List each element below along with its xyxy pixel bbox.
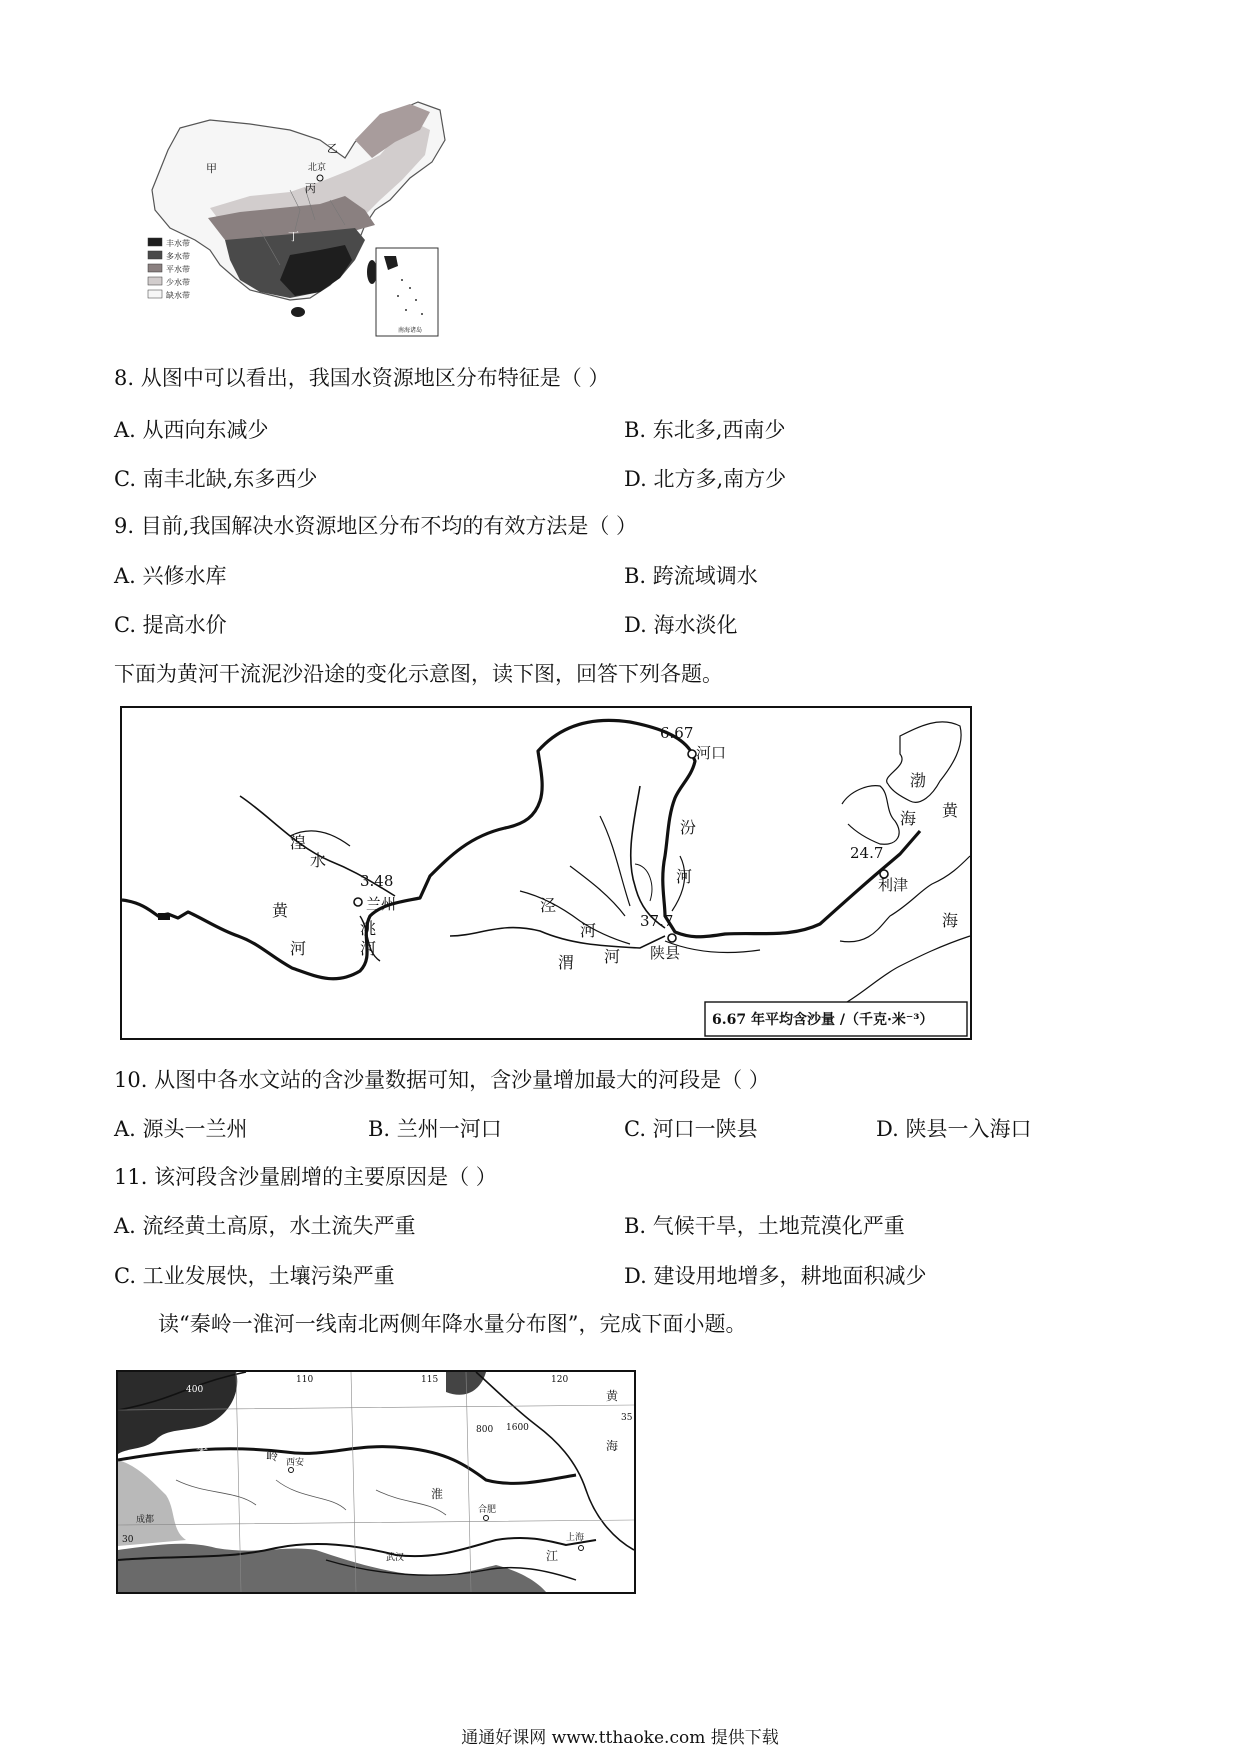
lat-tick-30: 30	[122, 1535, 134, 1545]
hainan-island	[291, 307, 305, 317]
lon-tick-115: 115	[421, 1375, 439, 1385]
q11-option-a: A. 流经黄土高原，水土流失严重	[114, 1214, 416, 1238]
map3-label-huang: 黄	[606, 1389, 619, 1403]
source-lake	[158, 913, 170, 920]
label-yi: 乙	[327, 142, 338, 155]
label-fen-he-1: 汾	[680, 818, 697, 837]
lon-tick-120: 120	[551, 1375, 569, 1385]
legend-label-2: 平水带	[166, 265, 190, 274]
label-jia: 甲	[206, 162, 217, 175]
q11-stem: 11. 该河段含沙量剧增的主要原因是（ ）	[114, 1165, 497, 1189]
station-hekou-value: 6.67	[660, 724, 694, 742]
label-huang-he-2: 河	[290, 939, 307, 958]
legend-swatch-2	[148, 264, 162, 272]
q9-option-d: D. 海水淡化	[624, 613, 738, 637]
inset-label: 南海诸岛	[398, 327, 423, 334]
q11-option-d: D. 建设用地增多，耕地面积减少	[624, 1264, 927, 1288]
map3-label-qin: 秦	[196, 1441, 209, 1455]
yellow-river-sediment-map	[120, 706, 972, 1040]
station-lanzhou-name: 兰州	[366, 895, 397, 913]
map3-label-huai: 淮	[431, 1487, 444, 1501]
q8-option-c: C. 南丰北缺,东多西少	[114, 467, 318, 491]
map3-label-xian: 西安	[286, 1458, 305, 1468]
label-wei-he-1: 渭	[558, 953, 575, 972]
station-shanxian-name: 陕县	[650, 944, 681, 962]
legend-label-4: 缺水带	[166, 291, 190, 300]
label-wei-he-2: 河	[604, 947, 621, 966]
map3-label-wuhan: 武汉	[386, 1553, 405, 1563]
label-tao-he-2: 河	[360, 939, 377, 958]
lat-tick-35: 35	[621, 1413, 633, 1423]
station-lijin-value: 24.7	[850, 844, 884, 862]
intro-qinling: 读“秦岭一淮河一线南北两侧年降水量分布图”，完成下面小题。	[158, 1312, 747, 1336]
label-bing: 丙	[305, 182, 316, 195]
label-bohai-1: 渤	[910, 771, 927, 790]
q9-stem: 9. 目前,我国解决水资源地区分布不均的有效方法是（ ）	[114, 514, 638, 538]
map2-legend: 6.67 年平均含沙量 /（千克·米⁻³）	[712, 1012, 934, 1028]
station-lanzhou-marker	[354, 898, 362, 906]
intro-yellow-river: 下面为黄河干流泥沙沿途的变化示意图，读下图，回答下列各题。	[114, 662, 723, 686]
legend-label-1: 多水带	[166, 252, 190, 261]
q8-option-a: A. 从西向东减少	[114, 418, 269, 442]
q10-option-a: A. 源头一兰州	[114, 1117, 248, 1141]
q9-option-b: B. 跨流域调水	[624, 564, 758, 588]
station-lanzhou-value: 3.48	[360, 872, 394, 890]
legend-label-0: 丰水带	[166, 239, 190, 248]
label-huanghai-2: 海	[942, 911, 959, 930]
q10-stem: 10. 从图中各水文站的含沙量数据可知，含沙量增加最大的河段是（ ）	[114, 1068, 770, 1092]
q8-option-d: D. 北方多,南方少	[624, 467, 787, 491]
station-shanxian-marker	[668, 934, 676, 942]
q9-option-a: A. 兴修水库	[114, 564, 227, 588]
water-resources-map	[140, 100, 460, 340]
label-fen-he-2: 河	[676, 867, 693, 886]
q8-stem: 8. 从图中可以看出，我国水资源地区分布特征是（ ）	[114, 366, 610, 390]
qinling-huaihe-precipitation-map	[116, 1370, 636, 1594]
map3-label-chengdu: 成都	[136, 1515, 155, 1525]
map3-label-jiang: 江	[546, 1549, 559, 1563]
station-lijin-name: 利津	[878, 876, 909, 894]
page-footer: 通通好课网 www.tthaoke.com 提供下载	[461, 1728, 779, 1748]
label-jing-he-2: 河	[580, 921, 597, 940]
q10-option-c: C. 河口一陕县	[624, 1117, 758, 1141]
label-ding: 丁	[288, 230, 299, 243]
label-huang-he-1: 黄	[272, 901, 289, 920]
legend-swatch-3	[148, 277, 162, 285]
map3-label-800: 800	[476, 1425, 494, 1435]
q10-option-b: B. 兰州一河口	[368, 1117, 502, 1141]
station-hekou-marker	[688, 750, 696, 758]
map3-label-hai: 海	[606, 1439, 619, 1453]
q9-option-c: C. 提高水价	[114, 613, 227, 637]
map3-label-400: 400	[186, 1385, 204, 1395]
map3-label-1600: 1600	[506, 1423, 529, 1433]
label-huang-shui-1: 湟	[290, 833, 307, 852]
station-hekou-name: 河口	[696, 744, 727, 762]
map3-label-ling: 岭	[266, 1449, 279, 1463]
q11-option-b: B. 气候干旱，土地荒漠化严重	[624, 1214, 905, 1238]
legend-swatch-4	[148, 290, 162, 298]
label-bohai-2: 海	[900, 809, 917, 828]
south-china-sea-inset	[376, 248, 438, 336]
map1-legend	[148, 238, 190, 300]
legend-label-3: 少水带	[166, 278, 190, 287]
map3-label-hefei: 合肥	[478, 1505, 497, 1515]
label-huanghai-1: 黄	[942, 801, 959, 820]
map3-label-shanghai: 上海	[566, 1533, 585, 1543]
q8-option-b: B. 东北多,西南少	[624, 418, 786, 442]
lon-tick-110: 110	[296, 1375, 314, 1385]
q11-option-c: C. 工业发展快，土壤污染严重	[114, 1264, 395, 1288]
label-jing-he-1: 泾	[540, 896, 557, 915]
label-beijing: 北京	[308, 163, 327, 173]
legend-swatch-1	[148, 251, 162, 259]
station-shanxian-value: 37.7	[640, 912, 674, 930]
legend-swatch-0	[148, 238, 162, 246]
q10-option-d: D. 陕县一入海口	[876, 1117, 1032, 1141]
label-tao-he-1: 洮	[360, 919, 377, 938]
label-huang-shui-2: 水	[310, 851, 327, 870]
